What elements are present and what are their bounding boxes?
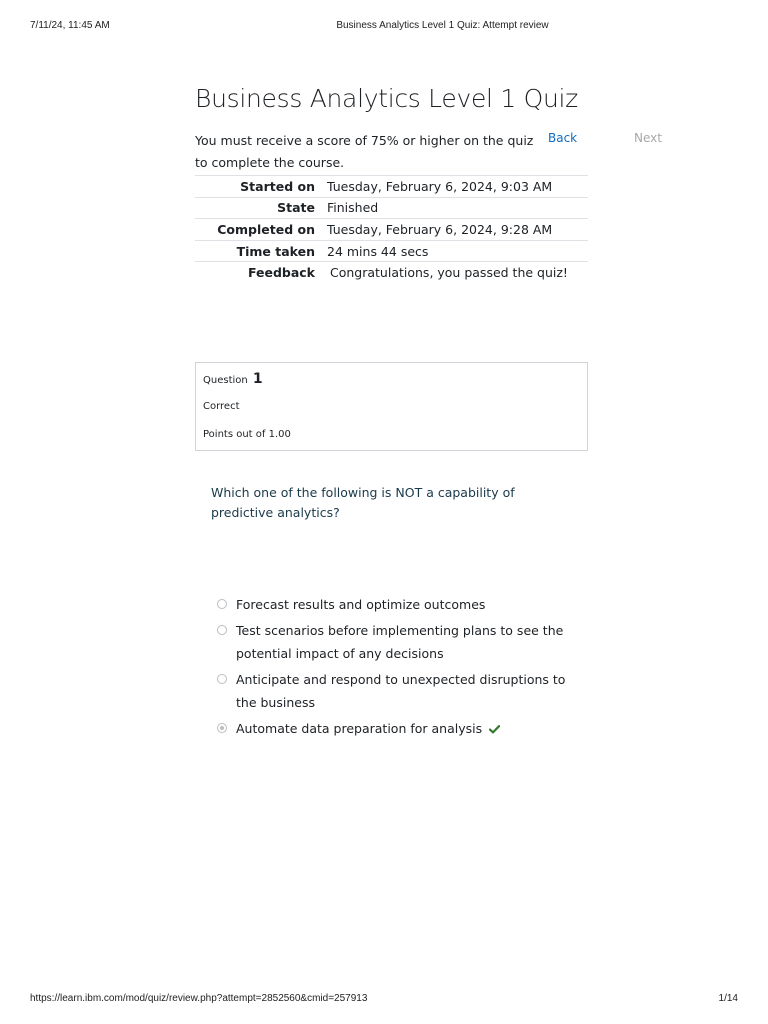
question-number (203, 371, 263, 387)
summary-label: Feedback (195, 262, 327, 284)
answer-option[interactable] (214, 594, 574, 616)
print-page-title: Business Analytics Level 1 Quiz: Attempt review (336, 20, 549, 31)
quiz-title: Business Analytics Level 1 Quiz (195, 84, 578, 113)
print-url: https://learn.ibm.com/mod/quiz/review.php?attempt=2852560&cmid=257913 (30, 993, 368, 1004)
radio-button[interactable] (217, 674, 227, 684)
check-icon (489, 719, 500, 741)
answer-option[interactable] (214, 669, 574, 714)
answer-label: Anticipate and respond to unexpected disruptions to the business (236, 672, 566, 710)
question-text: Which one of the following is NOT a capability of predictive analytics? (211, 485, 515, 520)
summary-value: Tuesday, February 6, 2024, 9:03 AM (327, 176, 588, 198)
summary-row-time-taken (195, 240, 588, 262)
attempt-summary-table (195, 175, 588, 283)
question-number-value: 1 (252, 371, 263, 387)
radio-button-selected[interactable] (217, 723, 227, 733)
print-datetime: 7/11/24, 11:45 AM (30, 20, 110, 31)
summary-value: 24 mins 44 secs (327, 240, 588, 262)
summary-label: Time taken (195, 240, 327, 262)
answer-label: Automate data preparation for analysis (236, 721, 483, 737)
question-info-box (195, 362, 588, 451)
answer-label: Test scenarios before implementing plans to see the potential impact of any decisions (236, 623, 564, 661)
summary-label: Completed on (195, 219, 327, 241)
answer-label: Forecast results and optimize outcomes (236, 597, 486, 612)
quiz-intro: You must receive a score of 75% or higher on the quiz to complete the course. (195, 133, 534, 170)
summary-row-feedback (195, 262, 588, 284)
question-prefix: Question (203, 375, 248, 386)
summary-label: Started on (195, 176, 327, 198)
answer-option[interactable] (214, 620, 574, 665)
back-link[interactable]: Back (548, 131, 578, 145)
question-state: Correct (203, 401, 240, 412)
print-footer (0, 993, 768, 1007)
print-page-number: 1/14 (718, 993, 738, 1004)
print-header (0, 20, 768, 34)
question-grade: Points out of 1.00 (203, 429, 291, 440)
answer-list (214, 594, 574, 745)
summary-row-completed (195, 219, 588, 241)
next-link[interactable]: Next (634, 131, 662, 145)
radio-button[interactable] (217, 625, 227, 635)
radio-button[interactable] (217, 599, 227, 609)
summary-row-state (195, 197, 588, 219)
answer-option-selected[interactable] (214, 718, 574, 741)
summary-value: Finished (327, 197, 588, 219)
summary-label: State (195, 197, 327, 219)
summary-value: Congratulations, you passed the quiz! (327, 262, 588, 284)
summary-value: Tuesday, February 6, 2024, 9:28 AM (327, 219, 588, 241)
summary-row-started (195, 176, 588, 198)
